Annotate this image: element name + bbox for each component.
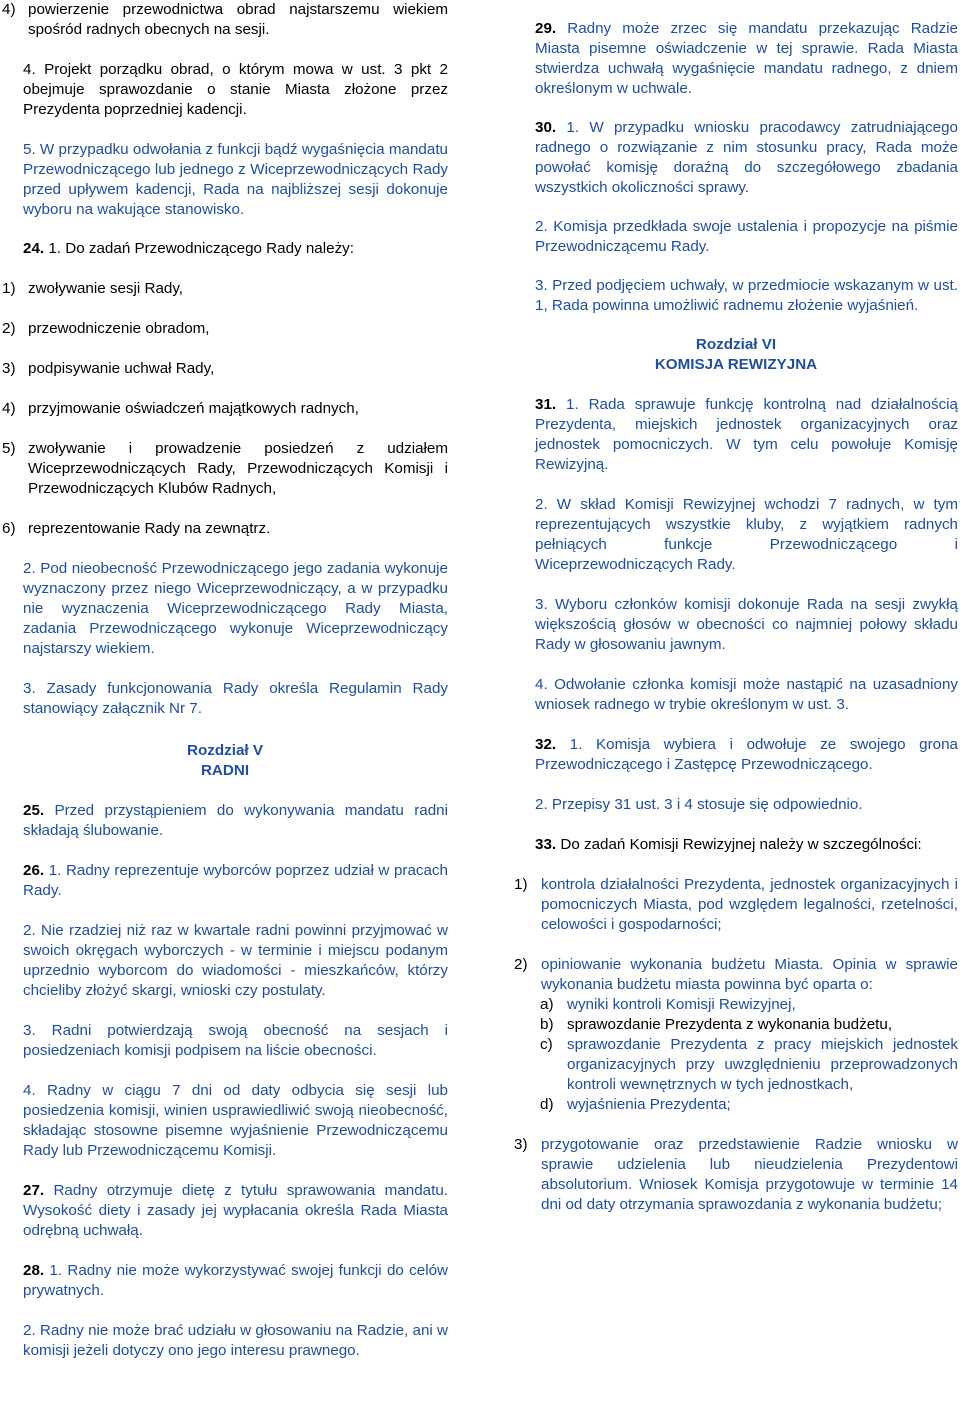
list-item: 1) kontrola działalności Prezydenta, jednostek organizacyjnych i pomocniczych Miasta, pod względem legalności, rzetelności, celowości i gospodarności; — [514, 876, 958, 933]
left-column — [2, 0, 448, 1361]
section-number: 29. — [535, 20, 557, 37]
section-24-list — [2, 259, 448, 539]
section-25: 25. Przed przystąpieniem do wykonywania mandatu radni składają ślubowanie. — [23, 802, 448, 839]
paragraph: 5. W przypadku odwołania z funkcji bądź wygaśnięcia mandatu Przewodniczącego lub jednego z Wiceprzewodniczących Rady przed upływem kadencji, Rada na najbliższej sesji dokonuje wyboru na wakujące stanowisko. — [23, 141, 448, 218]
section-number: 25. — [23, 802, 45, 819]
chapter-heading: Rozdział VI — [695, 336, 777, 353]
list-item: 1) zwoływanie sesji Rady, — [2, 280, 184, 297]
chapter-heading: Rozdział V — [187, 742, 263, 759]
list-item: 2) opiniowanie wykonania budżetu Miasta. Opinia w sprawie wykonania budżetu miasta powinna być oparta o: — [514, 956, 958, 993]
section-27: 27. Radny otrzymuje dietę z tytułu sprawowania mandatu. Wysokość diety i zasady jej wypłacania określa Rada Miasta odrębną uchwałą. — [23, 1182, 448, 1239]
paragraph: 2. Komisja przedkłada swoje ustalenia i propozycje na piśmie Przewodniczącemu Rady. — [535, 218, 958, 255]
list-item: 3) przygotowanie oraz przedstawienie Radzie wniosku w sprawie udzielenia lub nieudzielenia Prezydentowi absolutorium. Wniosek Komisja przygotowuje w terminie 14 dni od daty otrzymania sprawozdania z wykonania budżetu; — [514, 1136, 958, 1213]
paragraph: 2. Radny nie może brać udziału w głosowaniu na Radzie, ani w komisji jeżeli dotyczy ono jego interesu prawnego. — [23, 1322, 448, 1359]
list-item: 6) reprezentowanie Rady na zewnątrz. — [2, 520, 271, 537]
list-item: 4) powierzenie przewodnictwa obrad najstarszemu wiekiem spośród radnych obecnych na sesji. — [2, 1, 448, 38]
chapter-title: KOMISJA REWIZYJNA — [654, 356, 818, 373]
section-33: 33. Do zadań Komisji Rewizyjnej należy w szczególności: — [535, 836, 922, 853]
section-number: 31. — [535, 396, 557, 413]
right-column — [514, 0, 958, 1215]
sub-list-item: c) sprawozdanie Prezydenta z pracy miejskich jednostek organizacyjnych przy uwzględnieniu przeprowadzonych kontroli wewnętrznych w tych jednostkach, — [540, 1036, 958, 1093]
section-number: 24. — [23, 240, 45, 257]
section-number: 30. — [535, 119, 557, 136]
list-item: 2) przewodniczenie obradom, — [2, 320, 210, 337]
paragraph: 3. Radni potwierdzają swoją obecność na sesjach i posiedzeniach komisji podpisem na liście obecności. — [23, 1022, 448, 1059]
paragraph: 3. Zasady funkcjonowania Rady określa Regulamin Rady stanowiący załącznik Nr 7. — [23, 680, 448, 717]
paragraph: 3. Wyboru członków komisji dokonuje Rada na sesji zwykłą większością głosów w obecności co najmniej połowy składu Rady w głosowaniu jawnym. — [535, 596, 958, 653]
section-31: 31. 1. Rada sprawuje funkcję kontrolną nad działalnością Prezydenta, miejskich jednostek organizacyjnych oraz jednostek pomocniczych. W tym celu powołuje Komisję Rewizyjną. — [535, 396, 958, 473]
paragraph: 2. Pod nieobecność Przewodniczącego jego zadania wykonuje wyznaczony przez niego Wiceprzewodniczący, a w przypadku nie wyznaczenia Wiceprzewodniczącego Rady Miasta, zadania Przewodniczącego wykonuje Wiceprzewodniczący najstarszy wiekiem. — [23, 560, 448, 657]
section-30: 30. 1. W przypadku wniosku pracodawcy zatrudniającego radnego o rozwiązanie z nim stosunku pracy, Rada może powołać komisję doraźną do szczegółowego zbadania wszystkich okoliczności sprawy. — [535, 119, 958, 196]
paragraph: 3. Przed podjęciem uchwały, w przedmiocie wskazanym w ust. 1, Rada powinna umożliwić radnemu złożenie wyjaśnień. — [535, 277, 958, 314]
sub-list-item: b) sprawozdanie Prezydenta z wykonania budżetu, — [540, 1016, 893, 1033]
paragraph: 2. Przepisy 31 ust. 3 i 4 stosuje się odpowiednio. — [535, 796, 863, 813]
section-number: 33. — [535, 836, 557, 853]
section-number: 28. — [23, 1262, 45, 1279]
section-number: 32. — [535, 736, 557, 753]
sub-list-item: d) wyjaśnienia Prezydenta; — [540, 1096, 731, 1113]
section-24: 24. 1. Do zadań Przewodniczącego Rady należy: — [23, 240, 354, 257]
section-number: 26. — [23, 862, 45, 879]
chapter-title: RADNI — [200, 762, 250, 779]
paragraph: 2. W skład Komisji Rewizyjnej wchodzi 7 radnych, w tym reprezentujących wszystkie kluby, z wyjątkiem radnych pełniących funkcje Przewodniczącego i Wiceprzewodniczących Rady. — [535, 496, 958, 573]
section-28: 28. 1. Radny nie może wykorzystywać swojej funkcji do celów prywatnych. — [23, 1262, 448, 1299]
sub-list-item: a) wyniki kontroli Komisji Rewizyjnej, — [540, 996, 796, 1013]
section-26: 26. 1. Radny reprezentuje wyborców poprzez udział w pracach Rady. — [23, 862, 448, 899]
list-item: 5) zwoływanie i prowadzenie posiedzeń z udziałem Wiceprzewodniczących Rady, Przewodniczących Komisji i Przewodniczących Klubów Radnych, — [2, 440, 448, 497]
list-item: 4) przyjmowanie oświadczeń majątkowych radnych, — [2, 400, 359, 417]
section-29: 29. Radny może zrzec się mandatu przekazując Radzie Miasta pisemne oświadczenie w tej sprawie. Rada Miasta stwierdza uchwałą wygaśnięcie mandatu radnego, z dniem określonym w uchwale. — [535, 20, 958, 97]
paragraph: 2. Nie rzadziej niż raz w kwartale radni powinni przyjmować w swoich okręgach wyborczych - w terminie i miejscu podanym uprzednio wyborcom do wiadomości - mieszkańców, którzy chcieliby złożyć skargi, wnioski czy postulaty. — [23, 922, 448, 999]
section-32: 32. 1. Komisja wybiera i odwołuje ze swojego grona Przewodniczącego i Zastępcę Przewodniczącego. — [535, 736, 958, 773]
section-number: 27. — [23, 1182, 45, 1199]
paragraph: 4. Odwołanie członka komisji może nastąpić na uzasadniony wniosek radnego w trybie określonym w ust. 3. — [535, 676, 958, 713]
paragraph: 4. Radny w ciągu 7 dni od daty odbycia się sesji lub posiedzenia komisji, winien usprawiedliwić swoją nieobecność, składając stosowne pisemne wyjaśnienie Przewodniczącemu Rady lub Przewodniczącemu Komisji. — [23, 1082, 448, 1159]
paragraph: 4. Projekt porządku obrad, o którym mowa w ust. 3 pkt 2 obejmuje sprawozdanie o stanie Miasta złożone przez Prezydenta poprzedniej kadencji. — [23, 61, 448, 118]
list-item: 3) podpisywanie uchwał Rady, — [2, 360, 215, 377]
